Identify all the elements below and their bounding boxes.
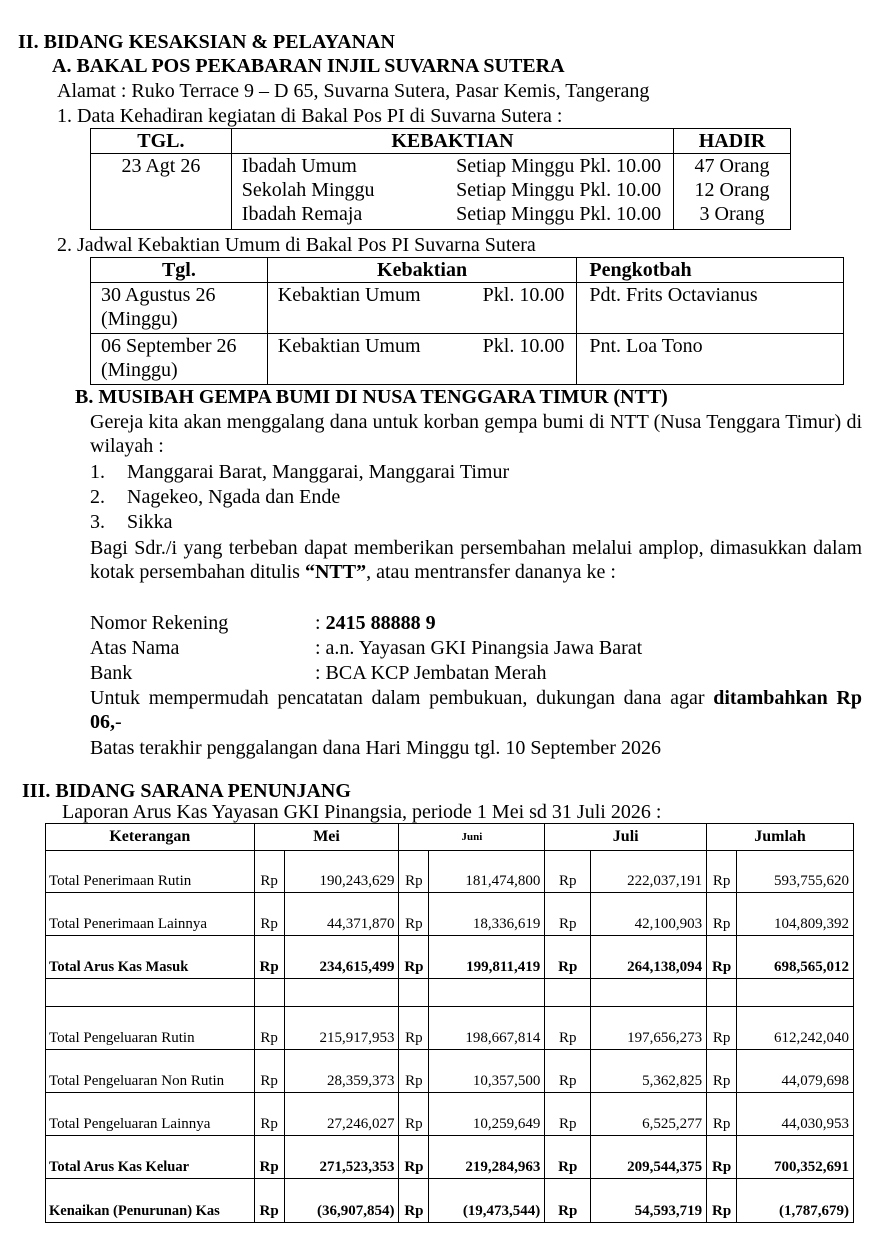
table-row bbox=[46, 1136, 854, 1179]
empty-cell bbox=[591, 979, 707, 1007]
count: 12 Orang bbox=[694, 179, 770, 201]
schedule-preacher: Pnt. Loa Tono bbox=[577, 334, 844, 385]
date-text: 30 Agustus 26 bbox=[101, 284, 216, 306]
currency-symbol: Rp bbox=[545, 1179, 591, 1223]
amount-juni: (19,473,544) bbox=[429, 1179, 545, 1223]
service-name: Kebaktian Umum bbox=[277, 284, 421, 306]
amount-mei: 271,523,353 bbox=[284, 1136, 399, 1179]
empty-cell bbox=[399, 979, 429, 1007]
account-number-value: 2415 88888 9 bbox=[325, 612, 436, 634]
amount-juni: 219,284,963 bbox=[429, 1136, 545, 1179]
service-name: Ibadah Umum bbox=[241, 155, 357, 177]
earthquake-intro: Gereja kita akan menggalang dana untuk korban gempa bumi di NTT (Nusa Tenggara Timur) di wilayah : bbox=[90, 411, 862, 457]
account-name-label: Atas Nama bbox=[90, 637, 180, 659]
col-header-keterangan: Keterangan bbox=[46, 824, 255, 851]
currency-symbol: Rp bbox=[254, 1179, 284, 1223]
service-row bbox=[232, 154, 673, 178]
row-label: Total Pengeluaran Rutin bbox=[46, 1007, 255, 1050]
empty-cell bbox=[429, 979, 545, 1007]
service-time: Setiap Minggu Pkl. 10.00 bbox=[456, 179, 662, 201]
subsection-a-title: A. BAKAL POS PEKABARAN INJIL SUVARNA SUTERA bbox=[52, 55, 565, 77]
table-row bbox=[91, 283, 844, 334]
schedule-service bbox=[267, 334, 577, 385]
amount-juni: 198,667,814 bbox=[429, 1007, 545, 1050]
amount-jumlah: (1,787,679) bbox=[737, 1179, 854, 1223]
service-name: Kebaktian Umum bbox=[277, 335, 421, 357]
empty-cell bbox=[545, 979, 591, 1007]
service-row bbox=[232, 202, 673, 226]
row-label: Total Pengeluaran Lainnya bbox=[46, 1093, 255, 1136]
empty-cell bbox=[707, 979, 737, 1007]
region-text: Nagekeo, Ngada dan Ende bbox=[127, 486, 341, 508]
amount-mei: (36,907,854) bbox=[284, 1179, 399, 1223]
bank-value: : BCA KCP Jembatan Merah bbox=[315, 662, 547, 684]
attendance-counts bbox=[674, 154, 791, 230]
amount-mei: 234,615,499 bbox=[284, 936, 399, 979]
col-header-juli: Juli bbox=[545, 824, 707, 851]
amount-jumlah: 698,565,012 bbox=[737, 936, 854, 979]
row-label: Total Penerimaan Lainnya bbox=[46, 893, 255, 936]
empty-cell bbox=[254, 979, 284, 1007]
currency-symbol: Rp bbox=[254, 1007, 284, 1050]
service-time: Pkl. 10.00 bbox=[482, 284, 565, 306]
currency-symbol: Rp bbox=[545, 893, 591, 936]
row-label: Total Arus Kas Masuk bbox=[46, 936, 255, 979]
currency-symbol: Rp bbox=[545, 1136, 591, 1179]
currency-symbol: Rp bbox=[545, 1007, 591, 1050]
col-header-kebaktian: KEBAKTIAN bbox=[231, 129, 673, 154]
amount-juli: 6,525,277 bbox=[591, 1093, 707, 1136]
empty-cell bbox=[737, 979, 854, 1007]
schedule-preacher: Pdt. Frits Octavianus bbox=[577, 283, 844, 334]
currency-symbol: Rp bbox=[707, 1007, 737, 1050]
day-text: (Minggu) bbox=[101, 359, 178, 381]
donation-text-end: , atau mentransfer dananya ke : bbox=[366, 561, 616, 583]
region-number: 3. bbox=[90, 511, 105, 533]
donation-ntt-label: “NTT” bbox=[304, 561, 367, 583]
currency-symbol: Rp bbox=[254, 851, 284, 893]
currency-symbol: Rp bbox=[254, 936, 284, 979]
amount-juli: 264,138,094 bbox=[591, 936, 707, 979]
amount-jumlah: 612,242,040 bbox=[737, 1007, 854, 1050]
service-name: Sekolah Minggu bbox=[241, 179, 375, 201]
schedule-table bbox=[90, 257, 844, 385]
table-row bbox=[46, 1179, 854, 1223]
note-text: Untuk mempermudah pencatatan dalam pembukuan, dukungan dana agar bbox=[90, 687, 714, 709]
bookkeeping-note bbox=[90, 686, 862, 734]
col-header-jumlah: Jumlah bbox=[707, 824, 854, 851]
currency-symbol: Rp bbox=[707, 893, 737, 936]
region-item bbox=[90, 485, 340, 509]
colon: : bbox=[315, 612, 326, 634]
amount-juni: 10,357,500 bbox=[429, 1050, 545, 1093]
service-time: Pkl. 10.00 bbox=[482, 335, 565, 357]
account-number bbox=[315, 611, 436, 635]
currency-symbol: Rp bbox=[254, 1136, 284, 1179]
table-row bbox=[46, 851, 854, 893]
bank-label: Bank bbox=[90, 662, 133, 684]
table-row bbox=[46, 1093, 854, 1136]
amount-mei: 28,359,373 bbox=[284, 1050, 399, 1093]
currency-symbol: Rp bbox=[545, 936, 591, 979]
col-header-kebaktian: Kebaktian bbox=[267, 258, 577, 283]
donation-instructions bbox=[90, 536, 862, 584]
service-row bbox=[232, 178, 673, 202]
currency-symbol: Rp bbox=[707, 1050, 737, 1093]
region-text: Sikka bbox=[127, 511, 173, 533]
currency-symbol: Rp bbox=[254, 1093, 284, 1136]
currency-symbol: Rp bbox=[399, 1136, 429, 1179]
col-header-pengkotbah: Pengkotbah bbox=[577, 258, 844, 283]
table-row bbox=[46, 1050, 854, 1093]
currency-symbol: Rp bbox=[399, 1093, 429, 1136]
date-text: 06 September 26 bbox=[101, 335, 237, 357]
currency-symbol: Rp bbox=[545, 851, 591, 893]
amount-juni: 10,259,649 bbox=[429, 1093, 545, 1136]
amount-juli: 5,362,825 bbox=[591, 1050, 707, 1093]
amount-juni: 199,811,419 bbox=[429, 936, 545, 979]
count: 47 Orang bbox=[694, 155, 770, 177]
amount-jumlah: 593,755,620 bbox=[737, 851, 854, 893]
region-number: 2. bbox=[90, 486, 105, 508]
empty-cell bbox=[284, 979, 399, 1007]
currency-symbol: Rp bbox=[707, 851, 737, 893]
service-name: Ibadah Remaja bbox=[241, 203, 363, 225]
col-header-hadir: HADIR bbox=[674, 129, 791, 154]
cashflow-table bbox=[45, 823, 854, 1223]
currency-symbol: Rp bbox=[254, 893, 284, 936]
region-item bbox=[90, 510, 173, 534]
col-header-tgl: TGL. bbox=[91, 129, 232, 154]
schedule-date bbox=[91, 334, 268, 385]
region-number: 1. bbox=[90, 461, 105, 483]
account-number-label: Nomor Rekening bbox=[90, 612, 229, 634]
amount-mei: 190,243,629 bbox=[284, 851, 399, 893]
amount-juli: 222,037,191 bbox=[591, 851, 707, 893]
deadline-text: Batas terakhir penggalangan dana Hari Minggu tgl. 10 September 2026 bbox=[90, 737, 661, 759]
attendance-services bbox=[231, 154, 673, 230]
currency-symbol: Rp bbox=[254, 1050, 284, 1093]
row-label: Total Penerimaan Rutin bbox=[46, 851, 255, 893]
section-iii-title: III. BIDANG SARANA PENUNJANG bbox=[22, 780, 351, 802]
amount-juni: 18,336,619 bbox=[429, 893, 545, 936]
schedule-service bbox=[267, 283, 577, 334]
amount-mei: 215,917,953 bbox=[284, 1007, 399, 1050]
table-row bbox=[46, 893, 854, 936]
currency-symbol: Rp bbox=[545, 1050, 591, 1093]
col-header-tgl: Tgl. bbox=[91, 258, 268, 283]
count: 3 Orang bbox=[699, 203, 765, 225]
address: Alamat : Ruko Terrace 9 – D 65, Suvarna Sutera, Pasar Kemis, Tangerang bbox=[57, 80, 650, 102]
currency-symbol: Rp bbox=[707, 936, 737, 979]
service-time: Setiap Minggu Pkl. 10.00 bbox=[456, 203, 662, 225]
spacer-row bbox=[46, 979, 854, 1007]
currency-symbol: Rp bbox=[399, 1050, 429, 1093]
amount-juni: 181,474,800 bbox=[429, 851, 545, 893]
amount-mei: 27,246,027 bbox=[284, 1093, 399, 1136]
day-text: (Minggu) bbox=[101, 308, 178, 330]
table-row bbox=[46, 936, 854, 979]
attendance-heading: 1. Data Kehadiran kegiatan di Bakal Pos PI di Suvarna Sutera : bbox=[57, 105, 563, 127]
cashflow-body bbox=[46, 851, 854, 1223]
amount-juli: 54,593,719 bbox=[591, 1179, 707, 1223]
currency-symbol: Rp bbox=[545, 1093, 591, 1136]
attendance-date: 23 Agt 26 bbox=[91, 154, 232, 230]
row-label: Total Pengeluaran Non Rutin bbox=[46, 1050, 255, 1093]
amount-juli: 42,100,903 bbox=[591, 893, 707, 936]
empty-cell bbox=[46, 979, 255, 1007]
amount-jumlah: 44,030,953 bbox=[737, 1093, 854, 1136]
currency-symbol: Rp bbox=[707, 1136, 737, 1179]
table-row bbox=[91, 334, 844, 385]
currency-symbol: Rp bbox=[707, 1179, 737, 1223]
subsection-b-title: B. MUSIBAH GEMPA BUMI DI NUSA TENGGARA TIMUR (NTT) bbox=[75, 386, 668, 408]
schedule-date bbox=[91, 283, 268, 334]
region-text: Manggarai Barat, Manggarai, Manggarai Timur bbox=[127, 461, 510, 483]
amount-juli: 197,656,273 bbox=[591, 1007, 707, 1050]
amount-mei: 44,371,870 bbox=[284, 893, 399, 936]
cashflow-report-title: Laporan Arus Kas Yayasan GKI Pinangsia, periode 1 Mei sd 31 Juli 2026 : bbox=[62, 801, 662, 823]
amount-jumlah: 44,079,698 bbox=[737, 1050, 854, 1093]
service-time: Setiap Minggu Pkl. 10.00 bbox=[456, 155, 662, 177]
currency-symbol: Rp bbox=[399, 893, 429, 936]
note-bold: ditambahkan Rp 06, bbox=[90, 687, 863, 733]
amount-jumlah: 104,809,392 bbox=[737, 893, 854, 936]
section-ii-title: II. BIDANG KESAKSIAN & PELAYANAN bbox=[18, 31, 395, 53]
currency-symbol: Rp bbox=[399, 851, 429, 893]
currency-symbol: Rp bbox=[707, 1093, 737, 1136]
row-label: Kenaikan (Penurunan) Kas bbox=[46, 1179, 255, 1223]
donation-text: Bagi Sdr./i yang terbeban dapat memberikan persembahan melalui amplop, dimasukkan dalam kotak persembahan ditulis bbox=[90, 537, 862, 583]
schedule-heading: 2. Jadwal Kebaktian Umum di Bakal Pos PI Suvarna Sutera bbox=[57, 234, 536, 256]
account-name-value: : a.n. Yayasan GKI Pinangsia Jawa Barat bbox=[315, 637, 643, 659]
currency-symbol: Rp bbox=[399, 1007, 429, 1050]
col-header-juni: Juni bbox=[399, 824, 545, 851]
amount-jumlah: 700,352,691 bbox=[737, 1136, 854, 1179]
currency-symbol: Rp bbox=[399, 936, 429, 979]
attendance-table bbox=[90, 128, 791, 230]
col-header-mei: Mei bbox=[254, 824, 399, 851]
amount-juli: 209,544,375 bbox=[591, 1136, 707, 1179]
table-row bbox=[46, 1007, 854, 1050]
row-label: Total Arus Kas Keluar bbox=[46, 1136, 255, 1179]
currency-symbol: Rp bbox=[399, 1179, 429, 1223]
region-item bbox=[90, 460, 509, 484]
note-end: - bbox=[115, 711, 122, 733]
